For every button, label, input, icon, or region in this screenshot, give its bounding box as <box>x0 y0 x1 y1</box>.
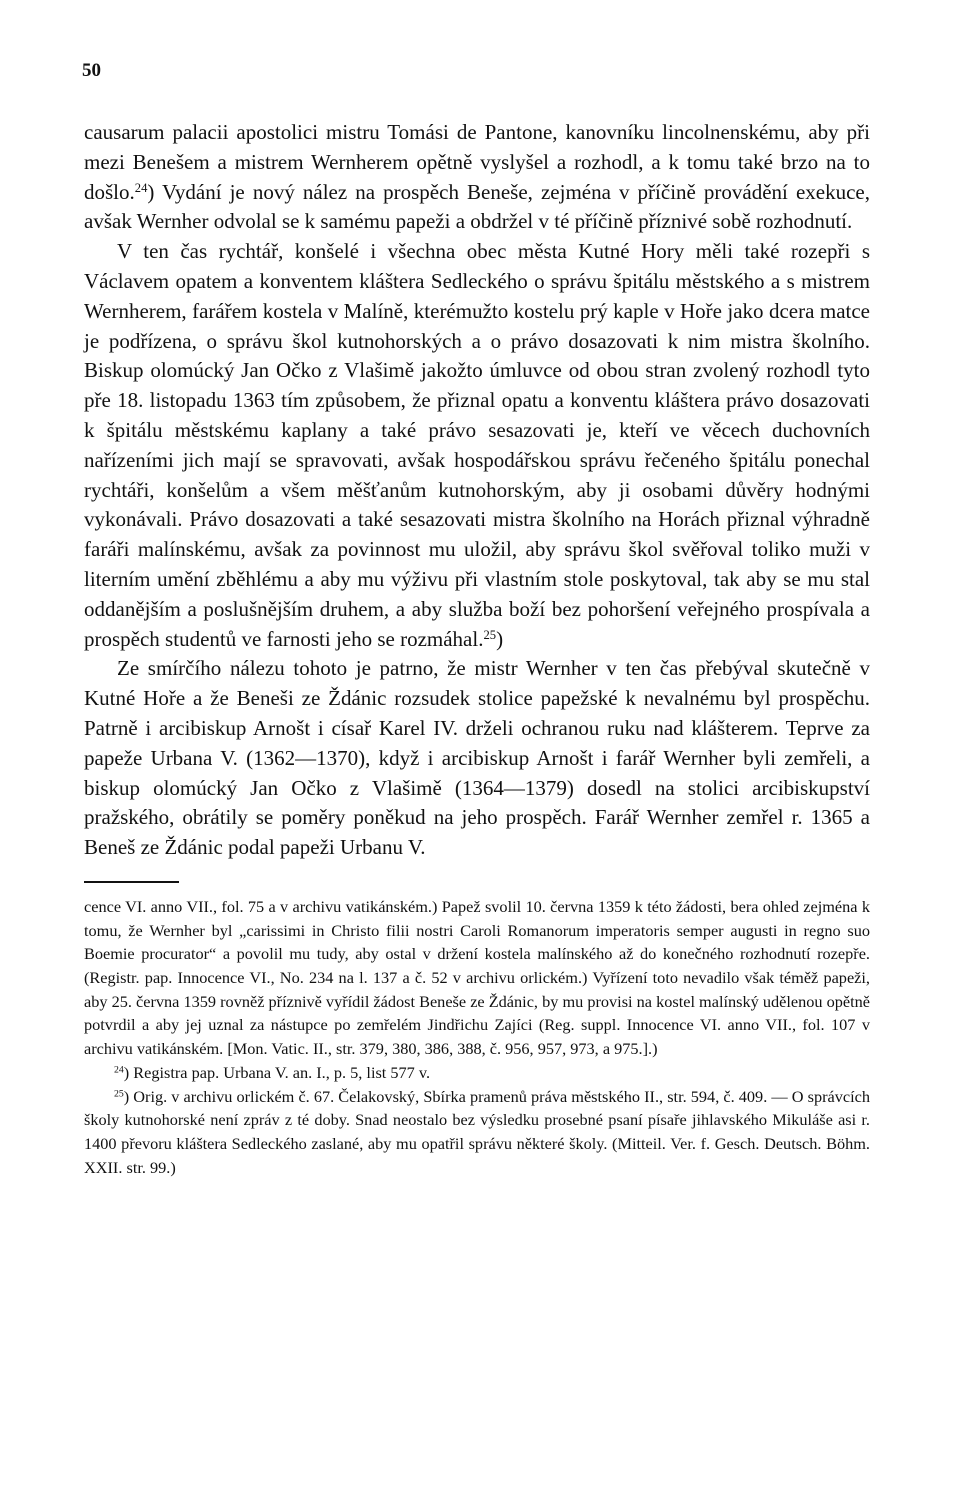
paragraph-2-text-b: ) <box>496 626 504 651</box>
footnote-25-text: ) Orig. v archivu orlickém č. 67. Čelakovský, Sbírka pramenů práva městského II., str. 594, č. 409. — O správcích školy kutnohorské není zpráv z té doby. Snad neostalo bez výsledku prosebné psaní písaře jihlavského Mikuláše asi r. 1400 převoru kláštera Sedleckého zaslané, aby mu opatřil správu některé školy. (Mitteil. Ver. f. Gesch. Deutsch. Böhm. XXII. str. 99.) <box>84 1086 870 1177</box>
footnote-24-text: ) Registra pap. Urbana V. an. I., p. 5, list 577 v. <box>123 1062 431 1082</box>
footnote-24 <box>84 1061 870 1085</box>
paragraph-1 <box>84 118 870 237</box>
footnote-24-number: 24 <box>114 1064 124 1076</box>
footnote-divider <box>84 881 179 883</box>
footnotes <box>84 895 870 1179</box>
page-number: 50 <box>82 60 101 81</box>
footnote-ref-25: 25 <box>483 627 497 642</box>
paragraph-2 <box>84 237 870 654</box>
paragraph-3: Ze smírčího nálezu tohoto je patrno, že mistr Wernher v ten čas přebýval skutečně v Kutné Hoře a že Beneši ze Ždánic rozsudek stolice papežské k nevalnému byl prospěchu. Patrně i arcibiskup Arnošt i císař Karel IV. drželi ochranou ruku nad klášterem. Teprve za papeže Urbana V. (1362—1370), když i arcibiskup Arnošt i farář Wernher byli zemřeli, a biskup olomúcký Jan Očko z Vlašimě (1364—1379) dosedl na stolici arcibiskupství pražského, obrátily se poměry poněkud na jeho prospěch. Farář Wernher zemřel r. 1365 a Beneš ze Ždánic podal papeži Urbanu V. <box>84 656 870 860</box>
footnote-ref-24: 24 <box>134 180 148 195</box>
paragraph-1-text-a: causarum palacii apostolici mistru Tomási de Pantone, kanovníku lincolnenskému, aby při mezi Benešem a mistrem Wernherem opětně vyslyšel a rozhodl, a k tomu také brzo na to došlo. <box>84 120 870 204</box>
footnote-continuation: cence VI. anno VII., fol. 75 a v archivu vatikánském.) Papež svolil 10. června 1359 k této žádosti, bera ohled zejména k tomu, že Wernher byl „carissimi in Christo filii nostri Caroli Romanorum imperatoris semper augusti in regno suo Boemie procurator“ a povolil mu tudy, aby ostal v držení kostela malínského až do konečného rozhodnutí rozepře. (Registr. pap. Innocence VI., No. 234 na l. 137 a č. 52 v archivu orlickém.) Vyřízení toto nevadilo však téměž papeži, aby 25. června 1359 rovněž příznivě vyřídil žádost Beneše ze Ždánic, by mu provisi na kostel malínský udělenou opětně potvrdil a aby jej uznal za nástupce po zemřelém Jindřichu Zajíci (Reg. suppl. Innocence VI. anno VII., fol. 107 v archivu vatikánském. [Mon. Vatic. II., str. 379, 380, 386, 388, č. 956, 957, 973, a 975.].) <box>84 896 870 1059</box>
paragraph-1-text-b: ) Vydání je nový nález na prospěch Beneše, zejména v příčině provádění exekuce, avšak Wernher odvolal se k samému papeži a obdržel v té příčině příznivé sobě rozhodnutí. <box>84 179 870 234</box>
footnote-25 <box>84 1085 870 1180</box>
paragraph-2-text-a: V ten čas rychtář, konšelé i všechna obec města Kutné Hory měli také rozepři s Václavem opatem a konventem kláštera Sedleckého o správu špitálu městského a s mistrem Wernherem, farářem kostela v Malíně, kterémužto kostelu prý kaple v Hoře jako dcera matce je podřízena, o správu škol kutnohorských a o právo dosazovati k nim mistra školního. Biskup olomúcký Jan Očko z Vlašimě jakožto úmluvce od obou stran zvolený rozhodl tyto pře 18. listopadu 1363 tím způsobem, že přiznal opatu a konventu kláštera právo dosazovati k špitálu městskému kaplany a také právo sesazovati je, kteří ve věcech duchovních nařízeními jich mají se spravovati, avšak hospodářskou správu řečeného špitálu ponechal rychtáři, konšelům a všem měšťanům kutnohorským, aby ji osobami důvěry hodnými vykonávali. Právo dosazovati a také sesazovati mistra školního na Horách přiznal výhradně faráři malínskému, avšak za povinnost mu uložil, aby správu škol svěřoval toliko muži v literním umění zběhlému a aby mu výživu při vlastním stole poskytoval, tak aby se mu stal oddanějším a poslušnějším druhem, a aby služba boží bez pohoršení veřejného prospívala a prospěch studentů ve farnosti jeho se rozmáhal. <box>84 239 870 651</box>
footnote-25-number: 25 <box>114 1088 124 1100</box>
main-text <box>84 118 870 863</box>
document-page <box>84 58 870 1179</box>
